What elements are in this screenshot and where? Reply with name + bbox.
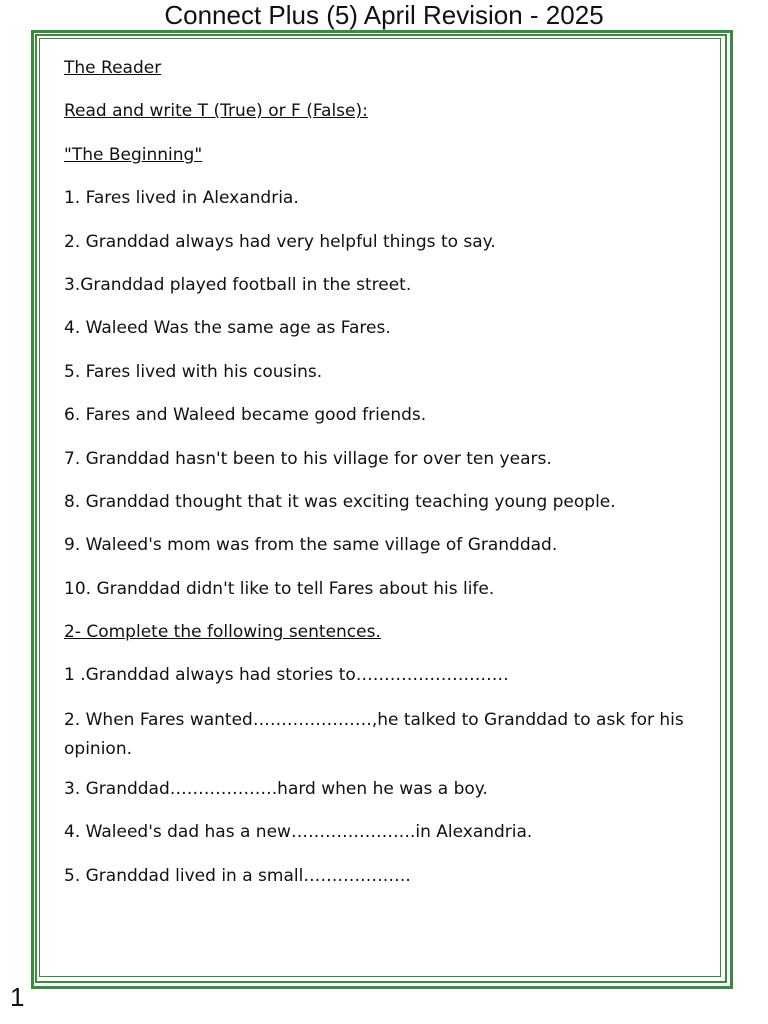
page-number: 1	[10, 982, 25, 1012]
tf-item-5: 5. Fares lived with his cousins.	[64, 361, 323, 382]
tf-item-4: 4. Waleed Was the same age as Fares.	[64, 318, 391, 339]
instruction-true-false: Read and write T (True) or F (False):	[64, 101, 368, 122]
tf-item-2: 2. Granddad always had very helpful things to say.	[64, 231, 496, 252]
complete-item-5: 5. Granddad lived in a small……………….	[64, 865, 411, 886]
chapter-title: "The Beginning"	[64, 144, 203, 165]
complete-item-1: 1 .Granddad always had stories to………………………	[64, 665, 509, 686]
tf-item-9: 9. Waleed's mom was from the same village of Granddad.	[64, 535, 558, 556]
page-title: Connect Plus (5) April Revision - 2025	[164, 0, 604, 30]
worksheet-content	[64, 55, 714, 906]
complete-item-2: 2. When Fares wanted…………………,he talked to Granddad to ask for his opinion.	[64, 709, 684, 759]
section-title-complete: 2- Complete the following sentences.	[64, 622, 381, 643]
section-title-the-reader: The Reader	[64, 58, 162, 78]
tf-item-8: 8. Granddad thought that it was exciting teaching young people.	[64, 491, 616, 512]
complete-item-3: 3. Granddad……………….hard when he was a boy.	[64, 778, 488, 799]
complete-item-4: 4. Waleed's dad has a new………………….in Alexandria.	[64, 822, 533, 843]
tf-item-1: 1. Fares lived in Alexandria.	[64, 188, 299, 209]
tf-item-3: 3.Granddad played football in the street.	[64, 274, 412, 295]
tf-item-6: 6. Fares and Waleed became good friends.	[64, 405, 427, 426]
tf-item-7: 7. Granddad hasn't been to his village for over ten years.	[64, 448, 552, 469]
tf-item-10: 10. Granddad didn't like to tell Fares about his life.	[64, 578, 495, 599]
